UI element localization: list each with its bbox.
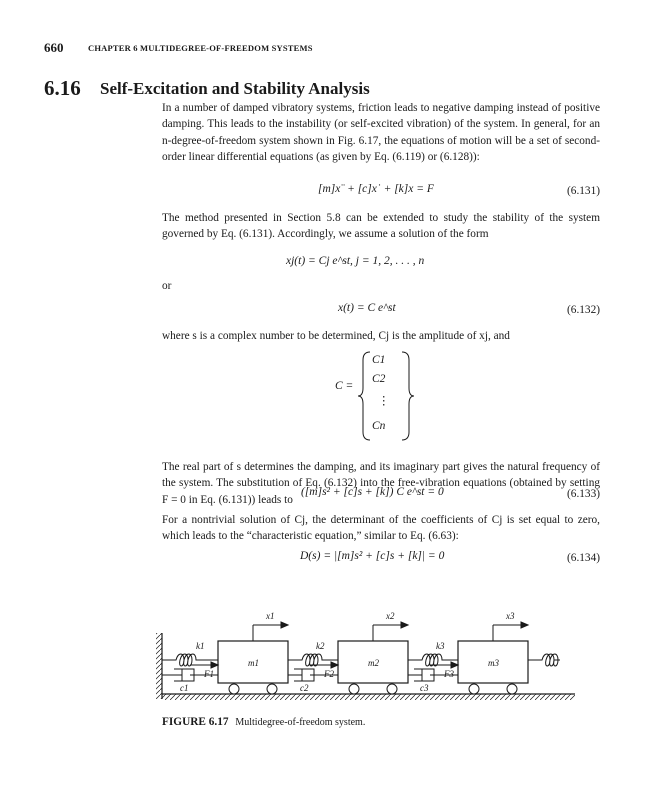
label-m2: m2 xyxy=(368,658,379,668)
ground-hatch xyxy=(162,694,575,700)
section-title: Self-Excitation and Stability Analysis xyxy=(100,79,370,98)
page-number: 660 xyxy=(44,40,64,55)
figure-caption-text: Multidegree-of-freedom system. xyxy=(235,717,366,728)
equation-6-131: [m]x¨ + [c]x˙ + [k]x = F xyxy=(318,183,434,195)
equation-6-132: x(t) = C e^st xyxy=(338,302,396,314)
label-k2: k2 xyxy=(316,641,325,651)
paragraph-intro: In a number of damped vibratory systems, friction leads to negative damping instead of positive damping. This leads to the instability (or self-excited vibration) of the system. In general, for an n-degree-of-freedom system shown in Fig. 6.17, the equations of motion will be a set of second-order linear differential equations (as given by Eq. (6.119) or (6.128)): xyxy=(162,102,600,163)
figure-multidof-system xyxy=(150,605,580,713)
equation-solution-form: xj(t) = Cj e^st, j = 1, 2, . . . , n xyxy=(286,255,425,267)
vector-c-row-dots: ⋮ xyxy=(378,395,390,407)
label-c2: c2 xyxy=(300,683,309,693)
equation-6-133: ([m]s² + [c]s + [k]) C e^st = 0 xyxy=(301,486,444,498)
vector-c-row-2: C2 xyxy=(372,373,386,385)
label-x3: x3 xyxy=(506,611,515,621)
vector-c-lhs: C = xyxy=(335,380,354,392)
equation-number-6-133: (6.133) xyxy=(567,488,600,500)
figure-caption xyxy=(162,716,365,728)
label-k3: k3 xyxy=(436,641,445,651)
equation-number-6-134: (6.134) xyxy=(567,552,600,564)
figure-caption-label: FIGURE 6.17 xyxy=(162,716,229,728)
paragraph-method: The method presented in Section 5.8 can be extended to study the stability of the system governed by Eq. (6.131). Accordingly, we assume a solution of the form xyxy=(162,212,600,241)
label-x1: x1 xyxy=(266,611,275,621)
label-k1: k1 xyxy=(196,641,205,651)
paragraph-real-part: The real part of s determines the damping, and its imaginary part gives the natural frequency of the system. The substitution of Eq. (6.132) into the free-vibration equations (obtained by setting F = 0 in Eq. (6.131)) leads to xyxy=(162,461,600,506)
vector-c-row-1: C1 xyxy=(372,354,386,366)
label-c1: c1 xyxy=(180,683,189,693)
paragraph-nontrivial: For a nontrivial solution of Cj, the determinant of the coefficients of Cj is set equal to zero, which leads to the “characteristic equation,” similar to Eq. (6.63): xyxy=(162,514,600,543)
label-m1: m1 xyxy=(248,658,259,668)
label-x2: x2 xyxy=(386,611,395,621)
paragraph-or: or xyxy=(162,280,172,292)
equation-number-6-132: (6.132) xyxy=(567,304,600,316)
wall-hatch xyxy=(156,633,162,699)
section-number: 6.16 xyxy=(44,76,81,100)
paragraph-where: where s is a complex number to be determined, Cj is the amplitude of xj, and xyxy=(162,330,510,342)
label-F2: F2 xyxy=(324,669,334,679)
label-c3: c3 xyxy=(420,683,429,693)
label-F3: F3 xyxy=(444,669,454,679)
wheels xyxy=(229,684,517,694)
running-header: CHAPTER 6 MULTIDEGREE-OF-FREEDOM SYSTEMS xyxy=(88,43,313,53)
vector-c-row-n: Cn xyxy=(372,420,386,432)
displacement-arrows xyxy=(253,622,528,641)
label-m3: m3 xyxy=(488,658,499,668)
equation-6-134: D(s) = |[m]s² + [c]s + [k]| = 0 xyxy=(300,550,445,562)
equation-number-6-131: (6.131) xyxy=(567,185,600,197)
label-F1: F1 xyxy=(204,669,214,679)
